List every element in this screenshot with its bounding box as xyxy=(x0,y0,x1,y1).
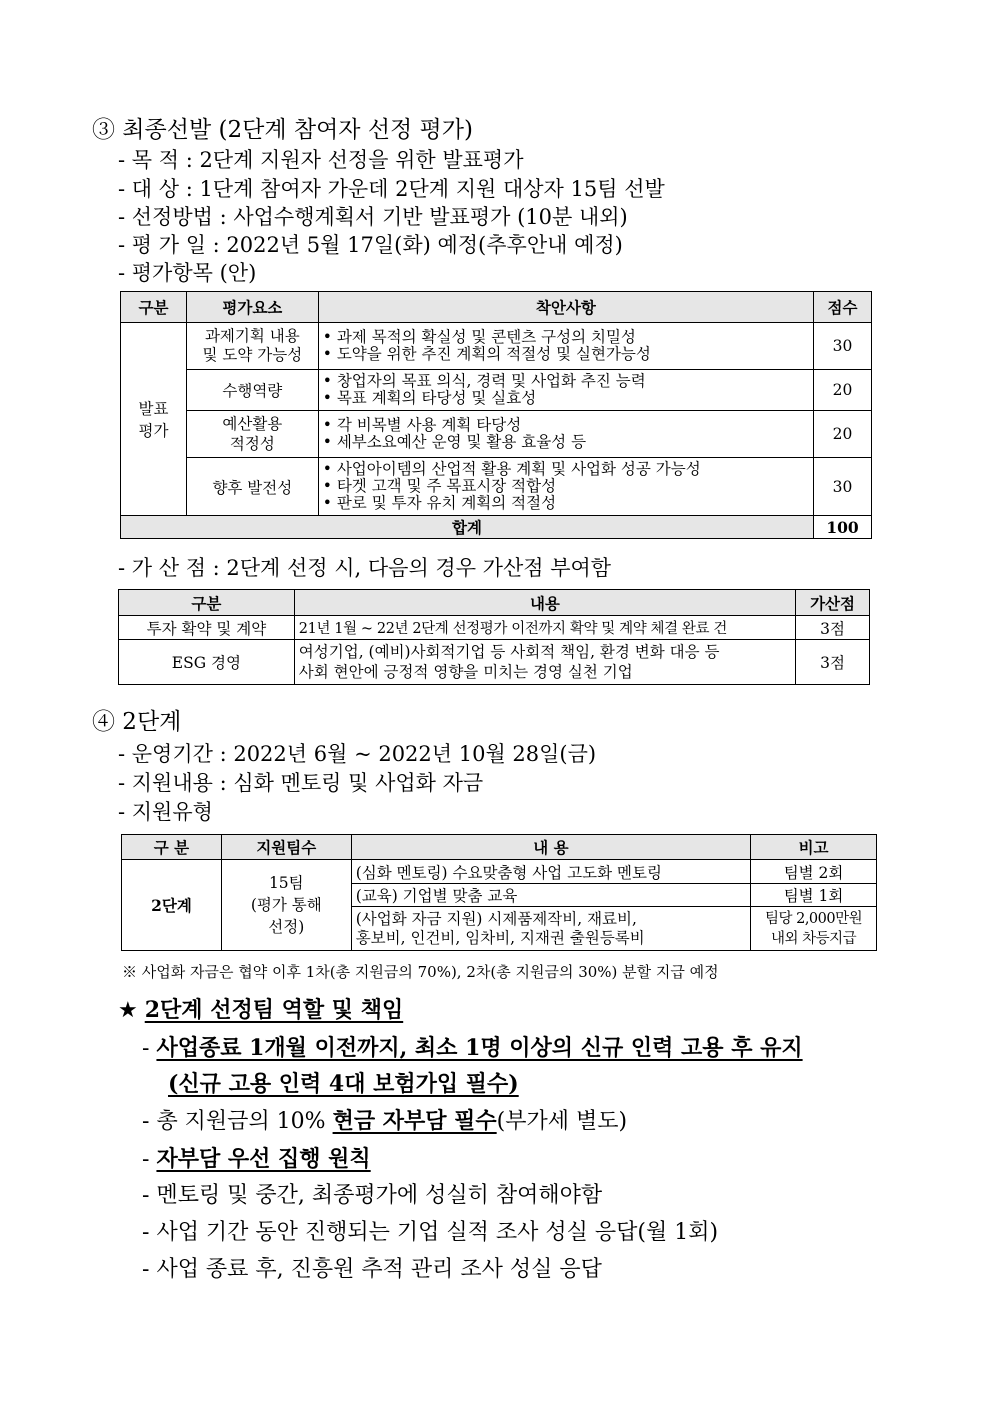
support-table xyxy=(121,834,877,951)
section3-item-target: - 대 상 : 1단계 참여자 가운데 2단계 지원 대상자 15팀 선발 xyxy=(118,177,665,201)
roles-item-selfpay-pre: 총 지원금의 10% xyxy=(156,1109,333,1134)
eval-point: • 각 비목별 사용 계획 타당성 xyxy=(322,416,522,434)
roles-heading xyxy=(118,996,403,1025)
eval-element: 예산활용 적정성 xyxy=(186,411,318,458)
section3-item-criteria: - 평가항목 (안) xyxy=(118,261,257,285)
support-content: (교육) 기업별 맞춤 교육 xyxy=(351,884,750,907)
table-total-row xyxy=(121,516,872,539)
eval-point: • 타겟 고객 및 주 목표시장 적합성 xyxy=(322,477,557,495)
dash: - xyxy=(142,1147,157,1172)
eval-element: 수행역량 xyxy=(186,370,318,411)
col-header-points: 가산점 xyxy=(796,590,870,616)
eval-point: • 세부소요예산 운영 및 활용 효율성 등 xyxy=(322,433,587,451)
roles-item-survey xyxy=(142,1219,718,1247)
section3-item-purpose: - 목 적 : 2단계 지원자 선정을 위한 발표평가 xyxy=(118,148,524,172)
eval-score: 20 xyxy=(814,370,872,411)
eval-score: 30 xyxy=(814,458,872,516)
eval-point: • 사업아이템의 산업적 활용 계획 및 사업화 성공 가능성 xyxy=(322,460,701,478)
eval-element: 향후 발전성 xyxy=(186,458,318,516)
roles-item-survey-text: 사업 기간 동안 진행되는 기업 실적 조사 성실 응답(월 1회) xyxy=(156,1220,719,1245)
support-content: (심화 멘토링) 수요맞춤형 사업 고도화 멘토링 xyxy=(351,860,750,884)
eval-point: • 창업자의 목표 의식, 경력 및 사업화 추진 능력 xyxy=(322,372,646,390)
dash: - xyxy=(142,1109,157,1134)
eval-group-label: 발표 평가 xyxy=(121,323,187,516)
support-note: 팀별 2회 xyxy=(751,860,877,884)
total-value: 100 xyxy=(814,516,872,539)
dash: - xyxy=(142,1220,157,1245)
section3-title: ③ 최종선발 (2단계 참여자 선정 평가) xyxy=(92,117,473,143)
support-note: 팀당 2,000만원 내외 차등지급 xyxy=(751,907,877,951)
roles-title: 2단계 선정팀 역할 및 책임 xyxy=(144,997,404,1023)
section3-item-method: - 선정방법 : 사업수행계획서 기반 발표평가 (10분 내외) xyxy=(118,205,628,229)
roles-item-mentoring-text: 멘토링 및 중간, 최종평가에 성실히 참여해야함 xyxy=(156,1183,603,1208)
star-icon: ★ xyxy=(118,998,138,1023)
footnote: ※ 사업화 자금은 협약 이후 1차(총 지원금의 70%), 2차(총 지원금의 30%) 분할 지급 예정 xyxy=(122,963,719,981)
col-header-stage: 구 분 xyxy=(122,835,222,860)
section4-item-type: - 지원유형 xyxy=(118,800,213,824)
roles-item-mentoring xyxy=(142,1182,602,1210)
section4-item-content: - 지원내용 : 심화 멘토링 및 사업화 자금 xyxy=(118,771,484,795)
bonus-points: 3점 xyxy=(796,616,870,640)
eval-point: • 목표 계획의 타당성 및 실효성 xyxy=(322,389,537,407)
roles-item-tracking-text: 사업 종료 후, 진흥원 추적 관리 조사 성실 응답 xyxy=(156,1257,602,1282)
bonus-table xyxy=(118,589,870,685)
col-header-category: 구분 xyxy=(119,590,295,616)
table-row xyxy=(121,411,872,458)
support-note: 팀별 1회 xyxy=(751,884,877,907)
eval-score: 20 xyxy=(814,411,872,458)
eval-element: 과제기획 내용 및 도약 가능성 xyxy=(186,323,318,370)
roles-item-priority xyxy=(142,1145,371,1174)
table-row xyxy=(119,616,870,640)
roles-item-hiring-text: 사업종료 1개월 이전까지, 최소 1명 이상의 신규 인력 고용 후 유지 xyxy=(156,1035,803,1061)
bonus-points: 3점 xyxy=(796,640,870,685)
dash: - xyxy=(142,1257,157,1282)
eval-point: • 도약을 위한 추진 계획의 적절성 및 실현가능성 xyxy=(322,345,651,363)
dash: - xyxy=(142,1036,157,1061)
roles-item-selfpay-post: (부가세 별도) xyxy=(496,1109,628,1134)
col-header-category: 구분 xyxy=(121,292,187,323)
bonus-category: 투자 확약 및 계약 xyxy=(119,616,295,640)
bonus-content: 여성기업, (예비)사회적기업 등 사회적 책임, 환경 변화 대응 등 사회 현안에 긍정적 영향을 미치는 경영 실천 기업 xyxy=(294,640,795,685)
section4-title: ④ 2단계 xyxy=(92,709,182,735)
support-stage: 2단계 xyxy=(122,860,222,951)
eval-score: 30 xyxy=(814,323,872,370)
table-row xyxy=(121,370,872,411)
col-header-content: 내 용 xyxy=(351,835,750,860)
roles-item-selfpay-emph: 현금 자부담 필수 xyxy=(332,1108,497,1134)
col-header-element: 평가요소 xyxy=(186,292,318,323)
roles-item-selfpay xyxy=(142,1107,627,1136)
table-row xyxy=(122,860,877,884)
section4-item-period: - 운영기간 : 2022년 6월 ~ 2022년 10월 28일(금) xyxy=(118,742,597,766)
section3-item-date: - 평 가 일 : 2022년 5월 17일(화) 예정(추후안내 예정) xyxy=(118,233,623,257)
eval-point: • 과제 목적의 확실성 및 콘텐츠 구성의 치밀성 xyxy=(322,328,636,346)
total-label: 합계 xyxy=(121,516,814,539)
table-row xyxy=(121,323,872,370)
col-header-score: 점수 xyxy=(814,292,872,323)
eval-point: • 판로 및 투자 유치 계획의 적절성 xyxy=(322,494,557,512)
support-teams: 15팀 (평가 통해 선정) xyxy=(221,860,351,951)
col-header-teams: 지원팀수 xyxy=(221,835,351,860)
roles-item-hiring xyxy=(142,1034,803,1063)
col-header-note: 비고 xyxy=(751,835,877,860)
roles-item-tracking xyxy=(142,1256,602,1284)
evaluation-table xyxy=(120,291,872,539)
roles-item-priority-text: 자부담 우선 집행 원칙 xyxy=(156,1146,371,1172)
table-row xyxy=(121,458,872,516)
col-header-content: 내용 xyxy=(294,590,795,616)
support-content: (사업화 자금 지원) 시제품제작비, 재료비, 홍보비, 인건비, 임차비, 지재권 출원등록비 xyxy=(351,907,750,951)
roles-item-hiring-note: (신규 고용 인력 4대 보험가입 필수) xyxy=(168,1071,519,1097)
col-header-points: 착안사항 xyxy=(318,292,813,323)
dash: - xyxy=(142,1183,157,1208)
bonus-category: ESG 경영 xyxy=(119,640,295,685)
bonus-content: 21년 1월 ~ 22년 2단계 선정평가 이전까지 확약 및 계약 체결 완료 건 xyxy=(294,616,795,640)
table-row xyxy=(119,640,870,685)
bonus-intro: - 가 산 점 : 2단계 선정 시, 다음의 경우 가산점 부여함 xyxy=(118,556,612,580)
